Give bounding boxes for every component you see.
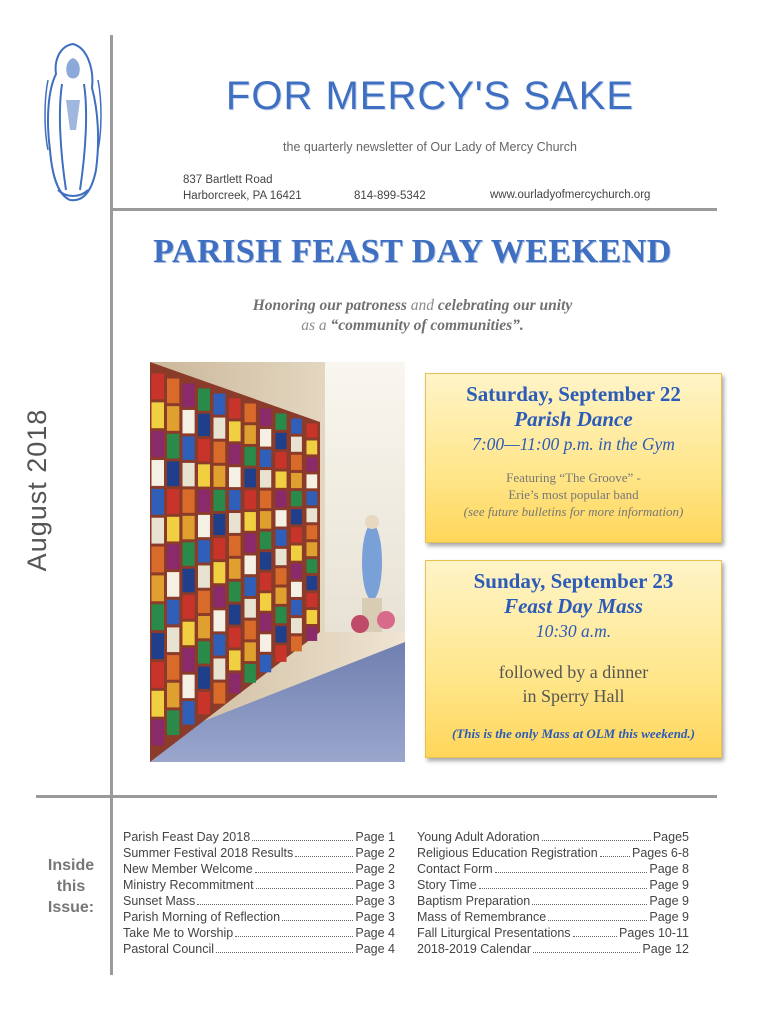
event-detail: Erie’s most popular band [508, 487, 639, 502]
quilt-block [260, 655, 271, 673]
quilt-block [307, 576, 318, 590]
website-link[interactable]: www.ourladyofmercychurch.org [490, 189, 651, 201]
quilt-block [276, 588, 287, 604]
tagline-bold-2: celebrating our unity [437, 297, 573, 314]
quilt-block [229, 513, 241, 533]
quilt-block [198, 464, 210, 486]
quilt-block [260, 614, 271, 632]
quilt-block [183, 675, 195, 698]
quilt-block [214, 610, 226, 631]
quilt-block [229, 628, 241, 648]
inside-label-line: Issue: [47, 899, 95, 916]
quilt-block [167, 434, 179, 459]
toc-entry-page: Page 12 [642, 942, 689, 956]
quilt-block [291, 473, 302, 488]
quilt-block [245, 447, 256, 466]
quilt-block [183, 622, 195, 645]
quilt-block [260, 634, 271, 652]
quilt-block [167, 683, 179, 708]
toc-leader-dots [479, 877, 648, 889]
quilt-block [198, 439, 210, 461]
quilt-block [167, 710, 179, 735]
quilt-block [307, 457, 318, 471]
toc-leader-dots [216, 941, 353, 953]
toc-entry[interactable] [123, 829, 395, 845]
toc-column-right [417, 829, 689, 957]
quilt-block [198, 565, 210, 587]
quilt-block [245, 621, 256, 640]
toc-column-left [123, 829, 395, 957]
toc-entry-page: Page 3 [355, 910, 395, 924]
tagline-line-1 [120, 297, 705, 315]
quilt-block [214, 466, 226, 487]
toc-entry-title: Parish Feast Day 2018 [123, 830, 251, 844]
toc-leader-dots [256, 877, 354, 889]
quilt-block [245, 512, 256, 531]
quilt-block [260, 450, 271, 468]
toc-rule [36, 795, 717, 798]
quilt-block [229, 605, 241, 625]
quilt-block [245, 577, 256, 596]
quilt-block [183, 410, 195, 433]
quilt-block [214, 659, 226, 680]
quilt-block [260, 429, 271, 447]
event-detail: (see future bulletins for more information) [463, 504, 684, 519]
toc-leader-dots [532, 893, 647, 905]
quilt-block [307, 542, 318, 556]
address-line-2: Harborcreek, PA 16421 [183, 190, 302, 202]
inside-this-issue-label [36, 855, 106, 918]
quilt-block [229, 582, 241, 602]
quilt-block [214, 394, 226, 415]
quilt-block [183, 436, 195, 459]
quilt-block [214, 538, 226, 559]
quilt-block [198, 540, 210, 562]
toc-entry-page: Page5 [652, 830, 689, 844]
quilt-block [198, 389, 210, 411]
toc-entry[interactable] [123, 861, 395, 877]
toc-entry-page: Page 9 [649, 878, 689, 892]
quilt-block [307, 474, 318, 488]
quilt-block [198, 667, 210, 689]
toc-entry-title: Story Time [417, 878, 477, 892]
toc-entry-page: Page 2 [355, 846, 395, 860]
quilt-block [198, 692, 210, 714]
quilt-block [276, 491, 287, 507]
quilt-block [291, 636, 302, 651]
newsletter-subtitle: the quarterly newsletter of Our Lady of Mercy Church [283, 140, 577, 154]
toc-entry[interactable] [417, 877, 689, 893]
quilt-block [276, 452, 287, 468]
quilt-block [183, 595, 195, 618]
quilt-block [291, 419, 302, 434]
quilt-block [260, 470, 271, 488]
quilt-block [307, 424, 318, 438]
toc-entry-title: Parish Morning of Reflection [123, 910, 281, 924]
quilt-block [291, 546, 302, 561]
quilt-block [214, 562, 226, 583]
quilt-block [198, 490, 210, 512]
tagline-and: and [406, 297, 438, 314]
toc-entry-title: Mass of Remembrance [417, 910, 547, 924]
quilt-block [152, 489, 165, 515]
quilt-block [245, 599, 256, 618]
quilt-block [229, 444, 241, 464]
toc-entry[interactable] [123, 877, 395, 893]
quilt-block [291, 455, 302, 470]
toc-leader-dots [255, 861, 354, 873]
toc-leader-dots [533, 941, 640, 953]
toc-entry-page: Pages 6-8 [632, 846, 689, 860]
quilt-block [229, 650, 241, 670]
toc-entry-title: Pastoral Council [123, 942, 215, 956]
quilt-block [245, 490, 256, 509]
quilt-block [276, 646, 287, 662]
quilt-block [276, 510, 287, 526]
quilt-block [167, 600, 179, 625]
quilt-block [214, 514, 226, 535]
quilt-block [291, 600, 302, 615]
tagline-line-2 [120, 317, 705, 335]
quilt-block [276, 530, 287, 546]
event-dinner: followed by a dinner [498, 662, 649, 682]
quilt-block [291, 564, 302, 579]
quilt-block [152, 604, 165, 630]
toc-entry[interactable] [417, 861, 689, 877]
toc-entry[interactable] [123, 909, 395, 925]
quilt-block [152, 518, 165, 544]
quilt-block [152, 720, 165, 746]
event-time: 10:30 a.m. [535, 621, 612, 641]
quilt-block [245, 664, 256, 683]
quilt-block [307, 440, 318, 454]
quilt-block [229, 536, 241, 556]
quilt-block [229, 421, 241, 441]
quilt-block [245, 534, 256, 553]
quilt-block [276, 626, 287, 642]
quilt-block [276, 549, 287, 565]
quilt-block [307, 627, 318, 641]
quilt-block [183, 648, 195, 671]
address-line-1: 837 Bartlett Road [183, 174, 273, 186]
madonna-logo-icon [40, 40, 106, 205]
toc-entry[interactable] [417, 829, 689, 845]
inside-label-line: this [56, 878, 86, 895]
toc-leader-dots [495, 861, 648, 873]
toc-entry-title: Ministry Recommitment [123, 878, 254, 892]
event-time: 7:00—11:00 p.m. in the Gym [472, 434, 675, 454]
toc-leader-dots [252, 829, 353, 841]
event-day: Saturday, September 22 [466, 382, 681, 406]
quilt-block [152, 633, 165, 659]
quilt-block [276, 568, 287, 584]
quilt-block [214, 490, 226, 511]
toc-entry-title: Baptism Preparation [417, 894, 531, 908]
frame-vertical-rule [110, 35, 113, 975]
quilt-block [229, 673, 241, 693]
toc-leader-dots [197, 893, 353, 905]
toc-entry-page: Pages 10-11 [619, 926, 689, 940]
quilt-block [291, 509, 302, 524]
quilt-block [307, 491, 318, 505]
quilt-block [214, 418, 226, 439]
toc-entry[interactable] [123, 845, 395, 861]
toc-entry-title: Contact Form [417, 862, 493, 876]
quilt-block [152, 374, 165, 400]
toc-entry[interactable] [417, 909, 689, 925]
tagline-as-a: as a [301, 317, 331, 334]
quilt-block [167, 379, 179, 404]
headline: PARISH FEAST DAY WEEKEND [153, 233, 672, 270]
toc-entry[interactable] [417, 893, 689, 909]
quilt-block [307, 525, 318, 539]
quilt-block [260, 511, 271, 529]
quilt-block [167, 655, 179, 680]
quilt-block [152, 460, 165, 486]
quilt-block [167, 544, 179, 569]
quilt-block [167, 461, 179, 486]
toc-entry-title: Take Me to Worship [123, 926, 234, 940]
quilt-block [260, 532, 271, 550]
toc-leader-dots [542, 829, 651, 841]
quilt-block [152, 431, 165, 457]
quilt-block [183, 384, 195, 407]
quilt-block [167, 517, 179, 542]
quilt-block [307, 508, 318, 522]
phone-number: 814-899-5342 [354, 190, 426, 202]
quilt-block [214, 634, 226, 655]
toc-entry-title: Religious Education Registration [417, 846, 598, 860]
issue-date: August 2018 [22, 408, 52, 572]
quilt-block [214, 683, 226, 704]
quilt-wall-photo [150, 362, 405, 762]
header-rule [110, 208, 717, 211]
quilt-block [307, 593, 318, 607]
quilt-block [260, 593, 271, 611]
event-name: Parish Dance [514, 407, 633, 431]
quilt-block [198, 515, 210, 537]
quilt-block [183, 516, 195, 539]
toc-entry-title: 2018-2019 Calendar [417, 942, 531, 956]
toc-entry[interactable] [417, 941, 689, 957]
tagline-bold-3: “community of communities”. [330, 317, 524, 334]
event-note: (This is the only Mass at OLM this weekend.) [451, 726, 696, 741]
event-dinner: in Sperry Hall [522, 686, 625, 706]
quilt-block [245, 555, 256, 574]
toc-entry-page: Page 3 [355, 878, 395, 892]
toc-leader-dots [548, 909, 647, 921]
toc-entry-page: Page 3 [355, 894, 395, 908]
toc-entry-title: Young Adult Adoration [417, 830, 540, 844]
toc-entry-page: Page 8 [649, 862, 689, 876]
inside-label-line: Inside [47, 857, 95, 874]
quilt-block [291, 491, 302, 506]
quilt-block [291, 582, 302, 597]
quilt-block [167, 406, 179, 431]
quilt-block [152, 575, 165, 601]
event-day: Sunday, September 23 [473, 569, 674, 593]
quilt-block [245, 425, 256, 444]
quilt-block [198, 591, 210, 613]
event-card-mass [425, 560, 722, 758]
quilt-block [229, 467, 241, 487]
quilt-block [276, 414, 287, 430]
quilt-block [260, 552, 271, 570]
toc-entry-title: Summer Festival 2018 Results [123, 846, 294, 860]
quilt-block [198, 641, 210, 663]
toc-entry[interactable] [417, 925, 689, 941]
toc-entry-page: Page 4 [355, 942, 395, 956]
quilt-block [276, 472, 287, 488]
toc-entry[interactable] [123, 941, 395, 957]
quilt-block [152, 402, 165, 428]
toc-entry-page: Page 2 [355, 862, 395, 876]
quilt-block [245, 642, 256, 661]
quilt-block [229, 399, 241, 419]
toc-entry-page: Page 1 [355, 830, 395, 844]
quilt-block [245, 469, 256, 488]
toc-leader-dots [282, 909, 353, 921]
quilt-block [183, 463, 195, 486]
quilt-block [260, 573, 271, 591]
toc-leader-dots [600, 845, 630, 857]
quilt-block [152, 691, 165, 717]
event-detail: Featuring “The Groove” - [506, 470, 641, 485]
quilt-block [276, 433, 287, 449]
quilt-block [260, 409, 271, 427]
quilt-block [214, 442, 226, 463]
event-card-dance [425, 373, 722, 543]
quilt-block [245, 404, 256, 423]
toc-entry-title: Fall Liturgical Presentations [417, 926, 571, 940]
event-name: Feast Day Mass [504, 594, 643, 618]
quilt-block [291, 618, 302, 633]
quilt-block [167, 489, 179, 514]
quilt-block [291, 527, 302, 542]
quilt-block [198, 414, 210, 436]
quilt-block [214, 586, 226, 607]
quilt-block [229, 490, 241, 510]
quilt-block [183, 542, 195, 565]
tagline-bold-1: Honoring our patroness [252, 297, 407, 314]
toc-entry[interactable] [123, 925, 395, 941]
quilt-block [229, 559, 241, 579]
quilt-block [307, 610, 318, 624]
quilt-block [260, 491, 271, 509]
toc-entry-title: Sunset Mass [123, 894, 196, 908]
toc-entry[interactable] [417, 845, 689, 861]
quilt-block [183, 489, 195, 512]
quilt-block [183, 701, 195, 724]
toc-entry[interactable] [123, 893, 395, 909]
toc-entry-page: Page 9 [649, 894, 689, 908]
toc-entry-title: New Member Welcome [123, 862, 253, 876]
toc-leader-dots [295, 845, 353, 857]
toc-leader-dots [573, 925, 617, 937]
quilt-block [152, 547, 165, 573]
quilt-block [152, 662, 165, 688]
quilt-block [167, 627, 179, 652]
quilt-block [307, 559, 318, 573]
toc-leader-dots [235, 925, 353, 937]
newsletter-title: FOR MERCY'S SAKE [225, 74, 635, 118]
quilt-block [183, 569, 195, 592]
toc-entry-page: Page 9 [649, 910, 689, 924]
toc-entry-page: Page 4 [355, 926, 395, 940]
quilt-block [276, 607, 287, 623]
quilt-block [198, 616, 210, 638]
quilt-block [167, 572, 179, 597]
quilt-block [291, 437, 302, 452]
